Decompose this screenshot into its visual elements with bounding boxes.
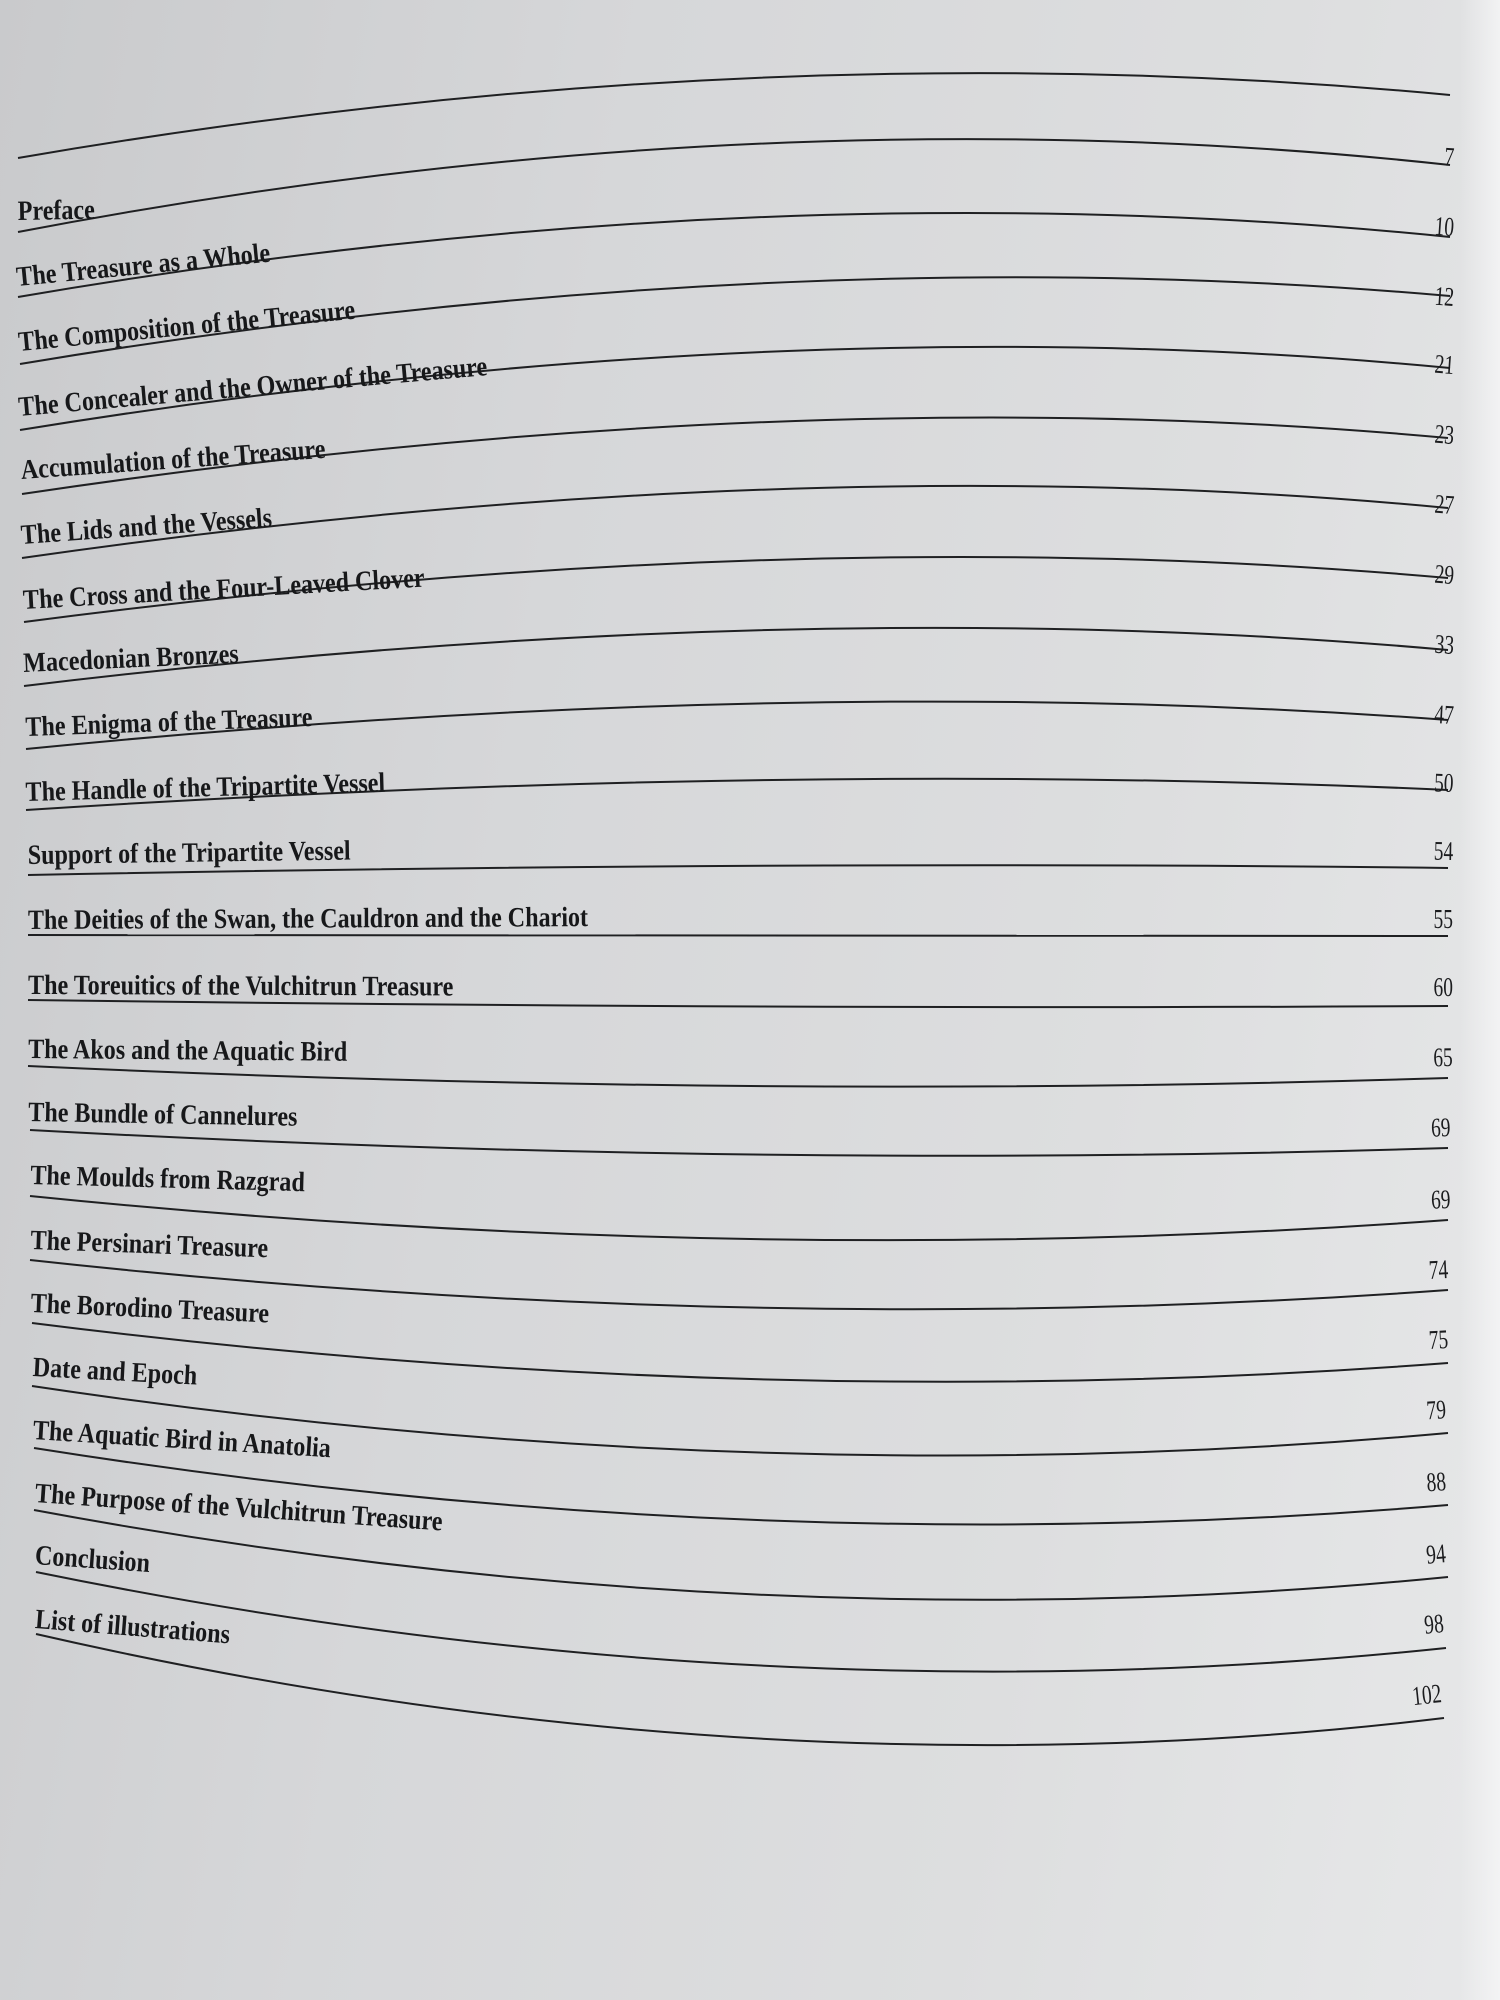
toc-entry-title: The Treasure as a Whole [14, 237, 272, 294]
toc-entry-page: 27 [1433, 488, 1456, 521]
toc-entry-page: 98 [1422, 1608, 1445, 1640]
toc-entry-title: The Lids and the Vessels [19, 502, 273, 552]
rule-line [32, 1323, 1448, 1382]
toc-entry-title: The Persinari Treasure [30, 1225, 269, 1265]
toc-entry-title: The Cross and the Four-Leaved Clover [22, 562, 426, 617]
toc-entry-title: The Enigma of the Treasure [24, 701, 313, 744]
toc-entry-title: Support of the Tripartite Vessel [27, 835, 351, 872]
toc-entry-title: The Bundle of Cannelures [28, 1097, 298, 1133]
toc-entry-title: The Purpose of the Vulchitrun Treasure [34, 1478, 444, 1538]
toc-entry-page: 10 [1433, 210, 1456, 243]
toc-entry-page: 54 [1433, 835, 1454, 867]
toc-entry-title: The Concealer and the Owner of the Treasure [17, 351, 489, 424]
toc-entry-title: Macedonian Bronzes [22, 638, 240, 680]
toc-entry-title: The Deities of the Swan, the Cauldron and the Chariot [27, 902, 589, 936]
toc-entry-title: Conclusion [34, 1540, 152, 1580]
toc-entry-title: Preface [17, 194, 96, 228]
toc-entry-page: 12 [1433, 280, 1456, 313]
toc-entry-page: 65 [1433, 1042, 1453, 1073]
toc-entry-page: 88 [1425, 1466, 1447, 1498]
toc-entry-title: Accumulation of the Treasure [19, 433, 327, 487]
rule-line [30, 1130, 1448, 1156]
toc-entry-title: The Moulds from Razgrad [30, 1160, 306, 1199]
rule-line [36, 1572, 1446, 1672]
rule-line [36, 1634, 1444, 1745]
toc-entry-page: 33 [1433, 628, 1456, 661]
toc-entry-page: 50 [1433, 767, 1455, 799]
toc-entry-title: Date and Epoch [32, 1352, 199, 1392]
toc-entry-page: 21 [1433, 348, 1456, 381]
toc-entry-page: 74 [1427, 1254, 1449, 1286]
toc-entry-page: 47 [1433, 699, 1455, 731]
toc-entry-page: 75 [1427, 1324, 1449, 1356]
toc-entry-title: The Composition of the Treasure [16, 294, 357, 359]
toc-entry-page: 60 [1433, 972, 1453, 1002]
toc-entry-page: 7 [1443, 141, 1456, 173]
toc-entry-page: 29 [1433, 558, 1456, 591]
toc-entry-title: The Handle of the Tripartite Vessel [25, 767, 386, 809]
toc-entry-title: The Akos and the Aquatic Bird [28, 1034, 348, 1068]
toc-entry-page: 69 [1430, 1184, 1451, 1215]
toc-entry-title: The Aquatic Bird in Anatolia [32, 1415, 332, 1465]
toc-entry-title: The Borodino Treasure [30, 1288, 270, 1330]
toc-entry-page: 94 [1424, 1538, 1447, 1570]
rule-line [28, 1066, 1448, 1087]
toc-entry-title: List of illustrations [34, 1604, 232, 1651]
toc-entry-title: The Toreuitics of the Vulchitrun Treasure [28, 970, 454, 1003]
toc-entry-page: 69 [1430, 1112, 1451, 1143]
toc-entry-page: 79 [1425, 1394, 1447, 1426]
toc-entry-page: 55 [1433, 904, 1453, 934]
toc-entry-page: 23 [1433, 418, 1456, 451]
toc-entry-page: 102 [1410, 1678, 1443, 1712]
